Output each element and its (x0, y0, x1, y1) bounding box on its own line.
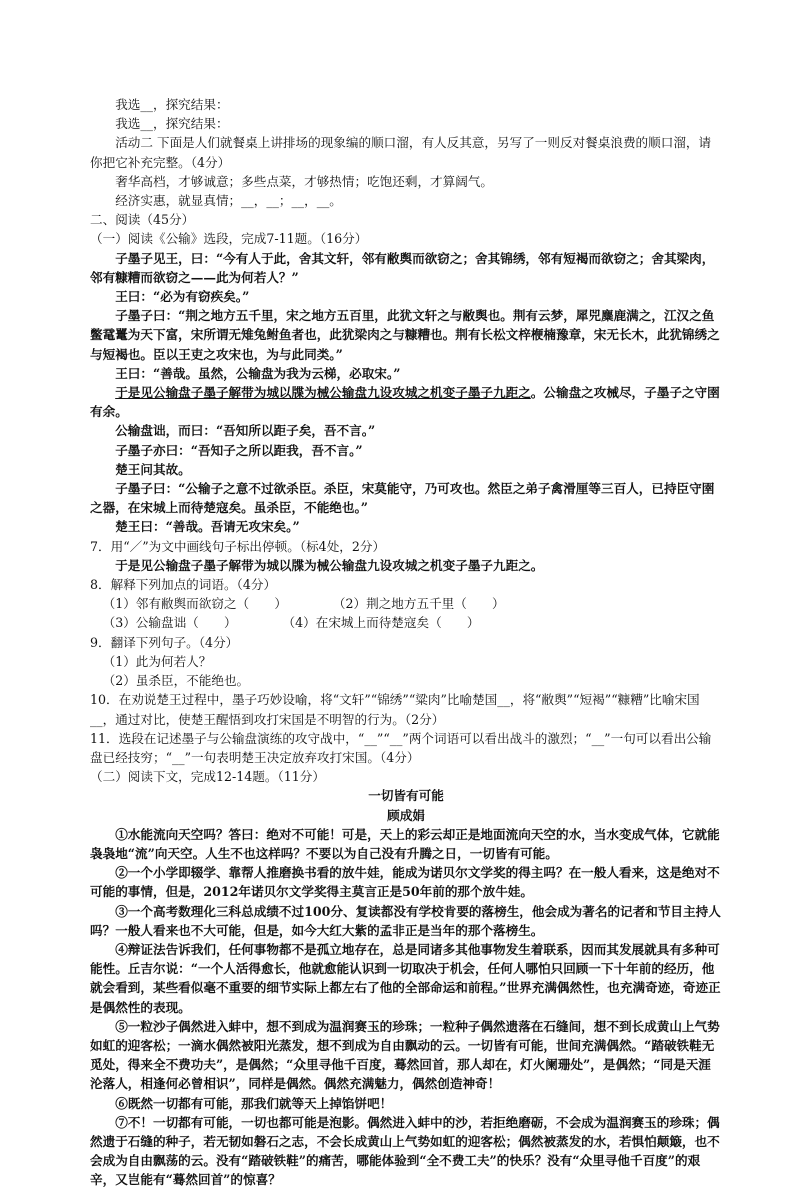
essay-para: ⑦不！一切都有可能，一切也都可能是泡影。偶然进入蚌中的沙，若拒绝磨砺，不会成为温润赛玉的珍珠；偶然遗于石缝的种子，若无韧如磐石之志，不会长成黄山上气势如虹的迎客松；偶然被蒸发的水，若惧怕颠簸，也不会成为自由飘荡的云。没有“踏破铁鞋”的痛苦，哪能体验到“全不费工夫”的快乐？没有“众里寻他千百度”的艰辛，又岂能有“蓦然回首”的惊喜？ (90, 1114, 720, 1188)
essay-para: ①水能流向天空吗？答曰：绝对不可能！可是，天上的彩云却正是地面流向天空的水，当水变成气体，它就能袅袅地“流”向天空。人生不也这样吗？不要以为自己没有升腾之日，一切皆有可能。 (90, 826, 720, 861)
excerpt-para-underlined (90, 383, 722, 421)
essay-para: ②一个小学即辍学、靠帮人推磨换书看的放牛娃，能成为诺贝尔文学奖的得主吗？在一般人看来，这是绝对不可能的事情，但是，2012年诺贝尔文学奖得主莫言正是50年前的那个放牛娃。 (90, 865, 720, 900)
question-8-item1: （1）邻有敝舆而欲窃之（ ） (102, 596, 287, 612)
activity2-poem-line2: 经济实惠，就显真情；__，__；__，__。 (115, 193, 342, 209)
question-9-item1: （1）此为何若人？ (102, 653, 212, 669)
essay-para: ③一个高考数理化三科总成绩不过100分、复读都没有学校肯要的落榜生，他会成为著名的记者和节目主持人吗？一般人看来也不大可能，但是，如今大红大紫的孟非正是当年的那个落榜生。 (90, 903, 721, 938)
essay-author: 顾成娟 (387, 807, 425, 823)
question-7-sentence: 于是见公输盘子墨子解带为城以牒为械公输盘九设攻城之机变子墨子九距之。 (115, 557, 544, 573)
excerpt-text: 。公输盘之攻械尽，子墨子之守圉有余。 (90, 385, 720, 420)
excerpt-para: 子墨子曰：“荆之地方五千里，宋之地方五百里，此犹文轩之与敝舆也。荆有云梦，犀兕麋鹿满之，江汉之鱼鳖鼋鼍为天下富，宋所谓无雉兔鲋鱼者也，此犹梁肉之与糠糟也。荆有长松文梓楩楠豫章，宋无长木，此犹锦绣之与短褐也。臣以王吏之攻宋也，为与此同类。” (90, 308, 720, 362)
activity2-intro: 活动二 下面是人们就餐桌上讲排场的现象编的顺口溜，有人反其意，另写了一则反对餐桌浪费的顺口溜，请你把它补充完整。（4分） (90, 135, 712, 170)
question-8-row1 (90, 594, 722, 613)
question-8-item4: （4）在宋城上而待楚寇矣（ ） (282, 615, 480, 631)
gongshu-excerpt (90, 249, 722, 537)
section2-title: 二、阅读（45分） (90, 212, 195, 228)
question-8-item3: （3）公输盘诎（ ） (102, 615, 237, 631)
question-9-item2: （2）虽杀臣，不能绝也。 (102, 673, 250, 689)
excerpt-para: 王曰：“必为有窃疾矣。” (115, 289, 250, 305)
excerpt-para: 公输盘诎，而曰：“吾知所以距子矣，吾不言。” (115, 423, 376, 439)
excerpt-para: 子墨子见王，曰：“今有人于此，舍其文轩，邻有敝舆而欲窃之；舍其锦绣，邻有短褐而欲窃之；舍其梁肉，邻有糠糟而欲窃之——此为何若人？” (90, 250, 715, 285)
question-9: 9．翻译下列句子。（4分） (90, 634, 239, 650)
question-11: 11．选段在记述墨子与公输盘演练的攻守战中，“__”“__”两个词语可以看出战斗的激烈；“__”一句可以看出公输盘已经技穷；“__”一句表明楚王决定放弃攻打宋国。（4分） (90, 730, 712, 765)
activity2-poem-line1: 奢华高档，才够诚意；多些点菜，才够热情；吃饱还剩，才算阔气。 (115, 173, 493, 189)
question-8-row2 (90, 613, 722, 632)
excerpt-para: 楚王曰：“善哉。吾请无攻宋矣。” (115, 519, 300, 535)
excerpt-para: 子墨子亦曰：“吾知子之所以距我，吾不言。” (115, 442, 363, 458)
excerpt-para: 子墨子曰：“公输子之意不过欲杀臣。杀臣，宋莫能守，乃可攻也。然臣之弟子禽滑厘等三百人，已持臣守圉之器，在宋城上而待楚寇矣。虽杀臣，不能绝也。” (90, 481, 715, 516)
part2-title: （二）阅读下文，完成12-14题。（11分） (90, 769, 325, 785)
question-7: 7．用“／”为文中画线句子标出停顿。（标4处，2分） (90, 538, 386, 554)
essay-para: ⑥既然一切都有可能，那我们就等天上掉馅饼吧！ (115, 1095, 393, 1111)
essay-para: ⑤一粒沙子偶然进入蚌中，想不到成为温润赛玉的珍珠；一粒种子偶然遗落在石缝间，想不到长成黄山上气势如虹的迎客松；一滴水偶然被阳光蒸发，想不到成为自由飘动的云。一切皆有可能，世间充满偶然。“踏破铁鞋无觅处，得来全不费功夫”，是偶然；“众里寻他千百度，蓦然回首，那人却在，灯火阑珊处”，是偶然；“同是天涯沦落人，相逢何必曾相识”，同样是偶然。偶然充满魅力，偶然创造神奇！ (90, 1018, 720, 1092)
essay-para: ④辩证法告诉我们，任何事物都不是孤立地存在，总是同诸多其他事物发生着联系，因而其发展就具有多种可能性。丘吉尔说：“一个人活得愈长，他就愈能认识到一切取决于机会，任何人哪怕只回顾一下十年前的经历，他就会看到，某些看似毫不重要的细节实际上都左右了他的全部命运和前程。”世界充满偶然性，也充满奇迹，奇迹正是偶然性的表现。 (90, 941, 721, 1015)
question-8: 8．解释下列加点的词语。（4分） (90, 577, 277, 593)
question-10: 10．在劝说楚王过程中，墨子巧妙设喻，将“文轩”“锦绣”“粱肉”比喻楚国__，将“敝舆”“短褐”“糠糟”比喻宋国__，通过对比，使楚王醒悟到攻打宋国是不明智的行为。（2分） (90, 692, 700, 727)
exam-page (90, 95, 722, 1190)
activity1-line1: 我选__，探究结果： (115, 97, 229, 112)
essay-body (90, 825, 722, 1190)
underlined-sentence: 于是见公输盘子墨子解带为城以牒为械公输盘九设攻城之机变子墨子九距之 (115, 385, 531, 401)
excerpt-para: 王曰：“善哉。虽然，公输盘为我为云梯，必取宋。” (115, 365, 401, 381)
activity1-line2: 我选__，探究结果： (115, 116, 229, 132)
essay-title: 一切皆有可能 (368, 788, 444, 804)
part1-title: （一）阅读《公输》选段，完成7-11题。（16分） (90, 231, 368, 247)
excerpt-para: 楚王问其故。 (115, 461, 191, 477)
question-8-item2: （2）荆之地方五千里（ ） (332, 596, 505, 612)
